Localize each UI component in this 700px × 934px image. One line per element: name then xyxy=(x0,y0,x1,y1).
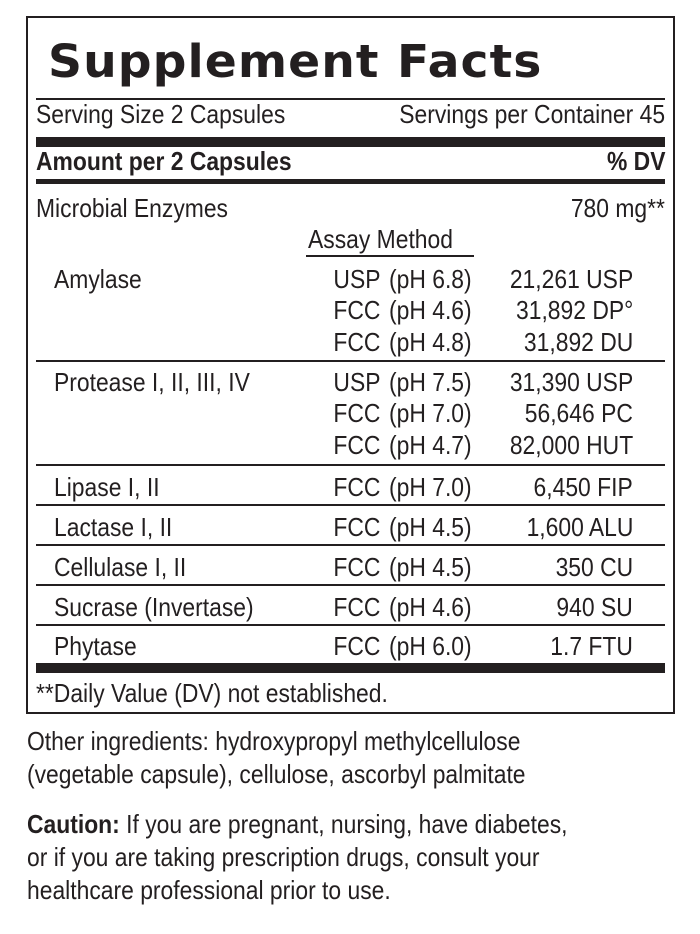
assay-value: 82,000 HUT xyxy=(509,430,633,460)
enzyme-blend-amount: 780 mg** xyxy=(570,193,665,223)
assay-method: USP xyxy=(332,367,380,397)
assay-ph: (pH 4.5) xyxy=(389,512,472,542)
caution-label: Caution: xyxy=(27,809,120,839)
assay-value: 21,261 USP xyxy=(509,264,633,294)
assay-method: FCC xyxy=(332,295,380,325)
thick-rule-bottom xyxy=(36,663,665,673)
row-divider xyxy=(36,504,665,506)
nutrient-name-lactase: Lactase I, II xyxy=(54,512,173,542)
assay-value: 1.7 FTU xyxy=(550,631,633,661)
assay-method: FCC xyxy=(332,472,380,502)
assay-ph: (pH 7.0) xyxy=(389,398,472,428)
assay-method: USP xyxy=(332,264,380,294)
assay-ph: (pH 6.8) xyxy=(389,264,472,294)
other-ingredients-line-1: Other ingredients: hydroxypropyl methylcellulose xyxy=(27,726,521,756)
assay-value: 1,600 ALU xyxy=(526,512,633,542)
assay-value: 31,390 USP xyxy=(509,367,633,397)
assay-value: 940 SU xyxy=(556,592,633,622)
supplement-facts-panel xyxy=(26,16,675,714)
nutrient-name-cellulase: Cellulase I, II xyxy=(54,552,187,582)
nutrient-name-lipase: Lipase I, II xyxy=(54,472,160,502)
row-divider xyxy=(36,584,665,586)
assay-method: FCC xyxy=(332,398,380,428)
assay-method: FCC xyxy=(332,512,380,542)
assay-ph: (pH 4.6) xyxy=(389,295,472,325)
servings-per-container: Servings per Container 45 xyxy=(399,99,665,129)
other-ingredients-line-2: (vegetable capsule), cellulose, ascorbyl palmitate xyxy=(27,759,526,789)
panel-title: Supplement Facts xyxy=(48,35,543,88)
header-rule xyxy=(36,179,665,184)
assay-value: 350 CU xyxy=(555,552,633,582)
assay-value: 56,646 PC xyxy=(524,398,633,428)
row-divider xyxy=(36,360,665,362)
assay-method-underline xyxy=(306,255,474,257)
caution-line-3: healthcare professional prior to use. xyxy=(27,875,391,905)
assay-value: 31,892 DU xyxy=(523,327,633,357)
assay-ph: (pH 4.8) xyxy=(389,327,472,357)
assay-ph: (pH 7.5) xyxy=(389,367,472,397)
caution-line-1 xyxy=(27,809,567,839)
caution-line-2: or if you are taking prescription drugs, consult your xyxy=(27,842,540,872)
amount-header: Amount per 2 Capsules xyxy=(36,146,292,176)
enzyme-blend-name: Microbial Enzymes xyxy=(36,193,228,223)
assay-method: FCC xyxy=(332,430,380,460)
assay-ph: (pH 4.7) xyxy=(389,430,472,460)
dv-header: % DV xyxy=(606,146,665,176)
assay-method: FCC xyxy=(332,631,380,661)
dv-footnote: **Daily Value (DV) not established. xyxy=(36,678,388,708)
row-divider xyxy=(36,464,665,466)
row-divider xyxy=(36,544,665,546)
assay-ph: (pH 7.0) xyxy=(389,472,472,502)
assay-method: FCC xyxy=(332,592,380,622)
assay-value: 6,450 FIP xyxy=(533,472,633,502)
assay-ph: (pH 6.0) xyxy=(389,631,472,661)
serving-size: Serving Size 2 Capsules xyxy=(36,99,286,129)
caution-text: If you are pregnant, nursing, have diabetes, xyxy=(119,809,568,839)
nutrient-name-protease: Protease I, II, III, IV xyxy=(54,367,250,397)
nutrient-name-phytase: Phytase xyxy=(54,631,137,661)
nutrient-name-amylase: Amylase xyxy=(54,264,142,294)
row-divider xyxy=(36,624,665,626)
nutrient-name-sucrase: Sucrase (Invertase) xyxy=(54,592,254,622)
assay-method: FCC xyxy=(332,327,380,357)
assay-ph: (pH 4.5) xyxy=(389,552,472,582)
assay-ph: (pH 4.6) xyxy=(389,592,472,622)
assay-value: 31,892 DP° xyxy=(515,295,633,325)
assay-method-header: Assay Method xyxy=(308,224,453,254)
assay-method: FCC xyxy=(332,552,380,582)
